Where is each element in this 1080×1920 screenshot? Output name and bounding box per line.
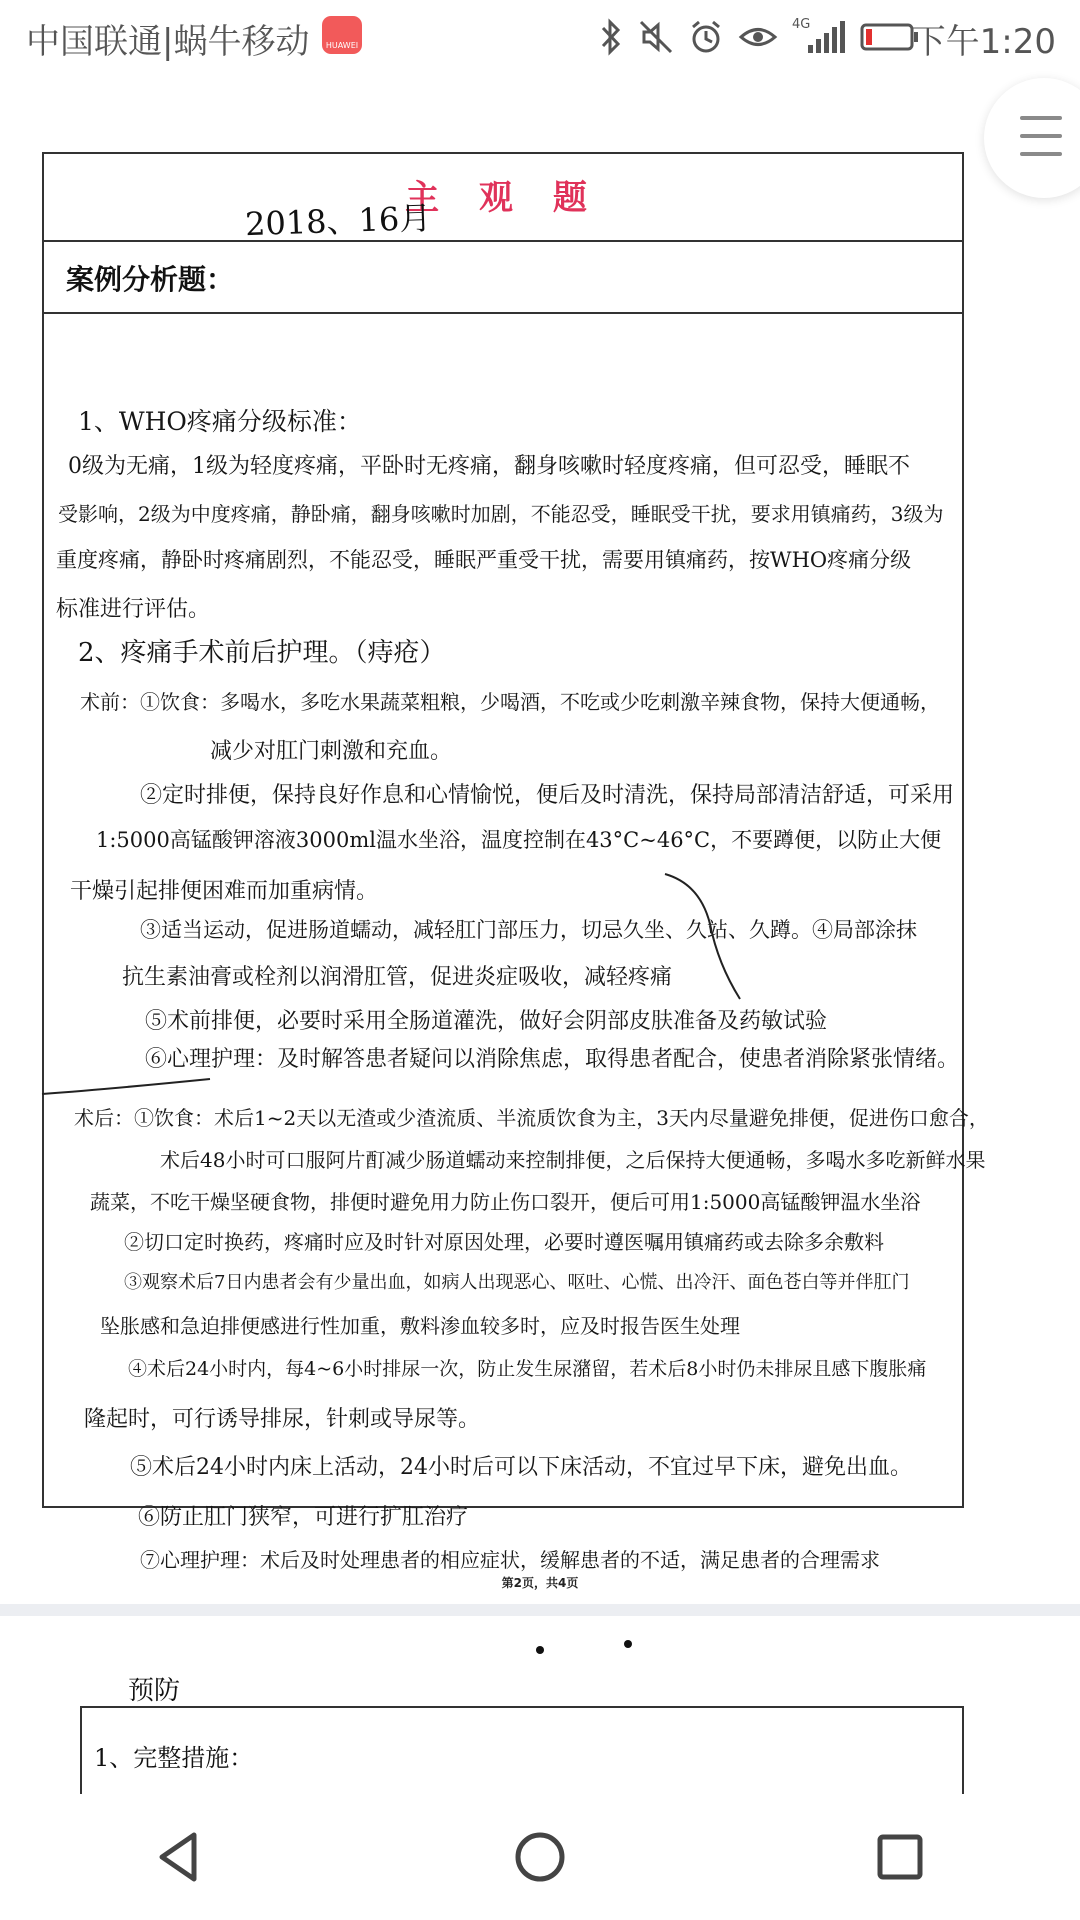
huawei-app-icon (322, 16, 362, 54)
back-button[interactable] (125, 1802, 235, 1912)
handwritten-line: 蔬菜，不吃干燥坚硬食物，排便时避免用力防止伤口裂开，便后可用1:5000高锰酸钾温水坐浴 (90, 1190, 921, 1214)
handwritten-line: ③观察术后7日内患者会有少量出血，如病人出现恶心、呕吐、心慌、出冷汗、面色苍白等并伴肛门 (124, 1272, 910, 1293)
home-button[interactable] (485, 1802, 595, 1912)
handwritten-line: ⑥心理护理：及时解答患者疑问以消除焦虑，取得患者配合，使患者消除紧张情绪。 (145, 1047, 960, 1072)
eye-comfort-icon (738, 18, 778, 56)
handwritten-line: ⑤术后24小时内床上活动，24小时后可以下床活动，不宜过早下床，避免出血。 (130, 1455, 912, 1480)
handwritten-line: ②定时排便，保持良好作息和心情愉悦，便后及时清洗，保持局部清洁舒适，可采用 (140, 783, 955, 808)
home-icon (512, 1829, 568, 1885)
handwritten-line: 减少对肛门刺激和充血。 (210, 739, 453, 764)
page-number: 第2页，共4页 (501, 1576, 579, 1590)
handwritten-line: ③适当运动，促进肠道蠕动，减轻肛门部压力，切忌久坐、久站、久蹲。④局部涂抹 (140, 918, 917, 942)
signal-indicator (792, 17, 846, 57)
carrier-label: 中国联通|蜗牛移动 (26, 22, 310, 62)
back-icon (152, 1829, 208, 1885)
handwritten-line: 受影响，2级为中度疼痛，静卧痛，翻身咳嗽时加剧，不能忍受，睡眠受干扰，要求用镇痛药，3级为 (58, 502, 944, 526)
clock: 下午1:20 (911, 22, 1056, 62)
handwritten-line: ⑦心理护理：术后及时处理患者的相应症状，缓解患者的不适，满足患者的合理需求 (140, 1548, 880, 1572)
section-label: 案例分析题： (66, 263, 235, 296)
document-viewer[interactable] (0, 74, 1080, 1794)
handwritten-line: 标准进行评估。 (56, 597, 211, 622)
recent-apps-button[interactable] (845, 1802, 955, 1912)
mute-icon (638, 18, 674, 56)
menu-icon-bar (1020, 116, 1062, 120)
handwritten-line: 术后48小时可口服阿片酊减少肠道蠕动来控制排便，之后保持大便通畅，多喝水多吃新鲜水果 (160, 1148, 986, 1172)
status-icons (598, 12, 920, 62)
handwritten-line: 重度疼痛，静卧时疼痛剧烈，不能忍受，睡眠严重受干扰，需要用镇痛药，按WHO疼痛分级 (56, 548, 912, 572)
handwritten-line: 抗生素油膏或栓剂以润滑肛管，促进炎症吸收，减轻疼痛 (122, 965, 673, 990)
handwritten-line: 干燥引起排便困难而加重病情。 (70, 879, 379, 904)
signal-icon (792, 17, 846, 57)
menu-icon-bar (1020, 152, 1062, 156)
menu-icon-bar (1020, 134, 1062, 138)
handwritten-line: ⑤术前排便，必要时采用全肠道灌洗，做好会阴部皮肤准备及药敏试验 (145, 1009, 828, 1034)
handwritten-date: 2018、16月 (244, 198, 432, 244)
handwritten-line: 隆起时，可行诱导排尿，针刺或导尿等。 (84, 1407, 481, 1432)
handwritten-line: ④术后24小时内，每4~6小时排尿一次，防止发生尿潴留，若术后8小时仍未排尿且感下腹胀痛 (128, 1358, 927, 1380)
huawei-badge-label: HUAWEI (325, 41, 359, 50)
handwritten-line: 1、WHO疼痛分级标准： (78, 407, 362, 436)
document-page-2 (0, 74, 1080, 1604)
page3-line: 1、完整措施： (94, 1744, 254, 1772)
handwritten-line: 坠胀感和急迫排便感进行性加重，敷料渗血较多时，应及时报告医生处理 (100, 1314, 740, 1338)
handwritten-line: ⑥防止肛门狭窄，可进行扩肛治疗 (138, 1505, 469, 1530)
handwritten-line: 术后：①饮食：术后1~2天以无渣或少渣流质、半流质饮食为主，3天内尽量避免排便，促进伤口愈合， (74, 1106, 989, 1130)
handwritten-line: 1:5000高锰酸钾溶液3000ml温水坐浴，温度控制在43°C~46°C，不要蹲便，以防止大便 (96, 828, 942, 852)
ink-dot (536, 1646, 544, 1654)
handwritten-line: 0级为无痛，1级为轻度疼痛，平卧时无疼痛，翻身咳嗽时轻度疼痛，但可忍受，睡眠不 (68, 454, 910, 479)
status-bar (0, 0, 1080, 74)
navigation-bar (0, 1794, 1080, 1920)
recent-apps-icon (872, 1829, 928, 1885)
bluetooth-icon (598, 18, 624, 56)
handwritten-line: 术前：①饮食：多喝水，多吃水果蔬菜粗粮，少喝酒，不吃或少吃刺激辛辣食物，保持大便通畅， (80, 690, 940, 714)
handwritten-line: 2、疼痛手术前后护理。（痔疮） (78, 638, 446, 668)
alarm-icon (688, 18, 724, 56)
page3-form (80, 1706, 964, 1794)
page-title: 主 观 题 (405, 178, 601, 218)
document-page-3 (0, 1616, 1080, 1794)
page3-heading: 预防 (128, 1676, 181, 1706)
handwritten-line: ②切口定时换药，疼痛时应及时针对原因处理，必要时遵医嘱用镇痛药或去除多余敷料 (124, 1230, 884, 1254)
ink-dot (624, 1640, 632, 1648)
network-type-label: 4G (792, 17, 811, 32)
